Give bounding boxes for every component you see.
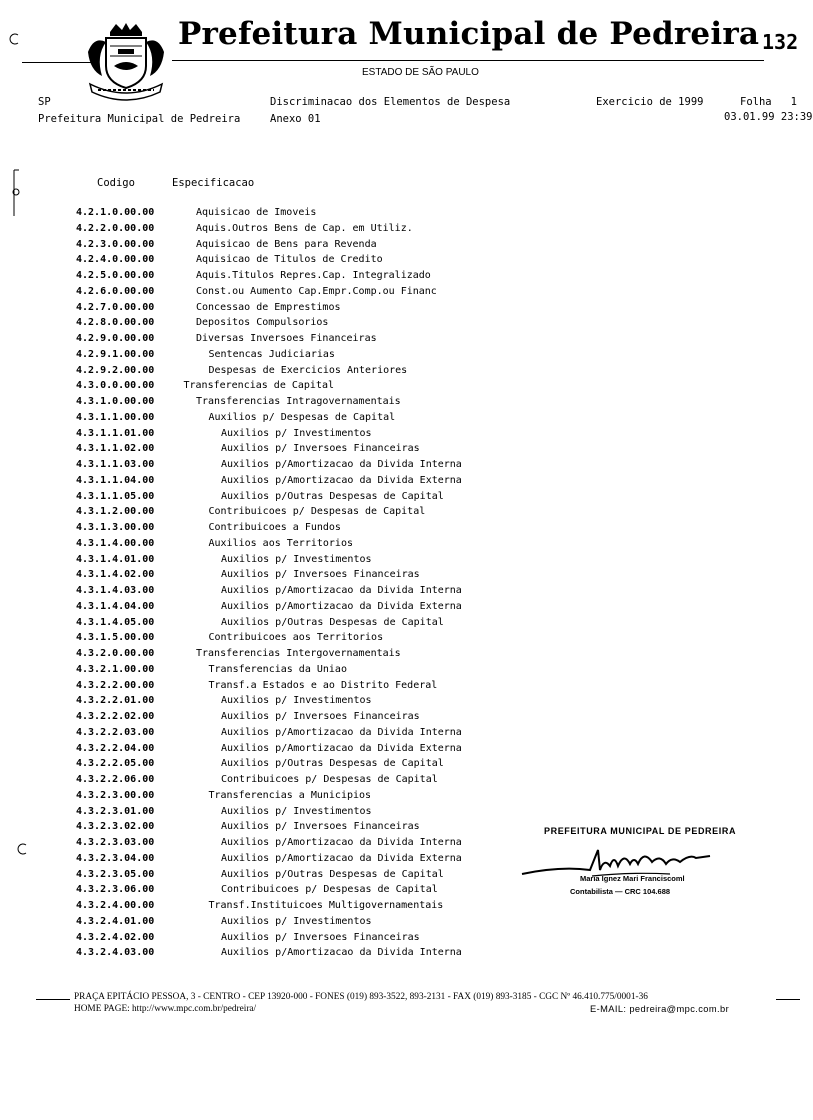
row-code: 4.3.2.0.00.00 — [76, 648, 155, 659]
row-code: 4.3.1.4.01.00 — [76, 553, 155, 565]
row-description: Auxilios p/Amortizacao da Divida Interna — [221, 837, 462, 848]
table-row — [0, 664, 800, 680]
row-code: 4.2.9.0.00.00 — [76, 333, 155, 344]
report-exercise: Exercicio de 1999 — [596, 96, 704, 108]
row-code: 4.2.5.0.00.00 — [76, 270, 155, 281]
row-description: Auxilios p/ Despesas de Capital — [208, 411, 396, 423]
signatory-role: Contabilista — CRC 104.688 — [570, 887, 671, 896]
table-row — [0, 648, 800, 664]
row-description: Aquisicao de Imoveis — [196, 207, 317, 218]
header-rule — [172, 60, 764, 61]
row-description: Transf.Instituicoes Multigovernamentais — [208, 900, 444, 911]
row-description: Diversas Inversoes Financeiras — [196, 333, 377, 344]
row-code: 4.3.1.1.04.00 — [76, 474, 155, 486]
row-code: 4.2.2.0.00.00 — [76, 222, 155, 234]
row-code: 4.3.1.1.00.00 — [76, 411, 155, 423]
table-row — [0, 380, 800, 396]
row-code: 4.2.4.0.00.00 — [76, 254, 155, 266]
row-code: 4.3.2.2.02.00 — [76, 711, 155, 722]
report-state-code: SP — [38, 96, 51, 108]
table-row — [0, 428, 800, 444]
row-description: Contribuicoes a Fundos — [208, 522, 341, 533]
table-row — [0, 711, 800, 727]
row-description: Transf.a Estados e ao Distrito Federal — [208, 679, 438, 691]
report-annex: Anexo 01 — [270, 113, 321, 125]
table-row — [0, 333, 800, 349]
table-row — [0, 302, 800, 318]
sheet-number: 1 — [790, 96, 797, 108]
table-row — [0, 617, 800, 633]
table-row — [0, 412, 800, 428]
row-description: Transferencias da Uniao — [208, 663, 347, 675]
row-description: Auxilios p/Amortizacao da Divida Externa — [221, 852, 462, 864]
row-description: Auxilios p/ Investimentos — [221, 915, 372, 927]
signature-organization: PREFEITURA MUNICIPAL DE PEDREIRA — [544, 826, 737, 836]
row-code: 4.2.6.0.00.00 — [76, 285, 155, 297]
row-description: Auxilios p/Outras Despesas de Capital — [221, 490, 444, 502]
table-row — [0, 459, 800, 475]
row-code: 4.3.1.1.01.00 — [76, 427, 155, 439]
row-code: 4.3.1.4.00.00 — [76, 537, 155, 549]
table-row — [0, 223, 800, 239]
row-code: 4.3.1.4.05.00 — [76, 616, 155, 628]
punch-hole-mark-icon — [8, 32, 22, 46]
table-row — [0, 916, 800, 932]
row-code: 4.3.2.3.03.00 — [76, 837, 155, 848]
row-description: Aquis.Titulos Repres.Cap. Integralizado — [196, 270, 431, 281]
row-code: 4.3.1.4.03.00 — [76, 585, 155, 596]
row-description: Depositos Compulsorios — [196, 317, 329, 329]
table-row — [0, 632, 800, 648]
column-header-specification: Especificacao — [172, 177, 255, 189]
footer-rule-left — [36, 999, 70, 1000]
row-description: Const.ou Aumento Cap.Empr.Comp.ou Financ — [196, 285, 437, 297]
signature-block — [540, 826, 780, 906]
row-description: Auxilios p/Amortizacao da Divida Interna — [221, 726, 462, 738]
row-description: Auxilios p/Outras Despesas de Capital — [221, 758, 444, 770]
row-code: 4.3.2.3.01.00 — [76, 805, 155, 817]
row-description: Auxilios p/ Inversoes Financeiras — [221, 931, 420, 943]
table-row — [0, 947, 800, 963]
table-row — [0, 727, 800, 743]
row-code: 4.3.2.3.02.00 — [76, 821, 155, 833]
row-code: 4.3.2.1.00.00 — [76, 663, 155, 675]
row-description: Auxilios p/Amortizacao da Divida Interna — [221, 947, 462, 959]
table-row — [0, 585, 800, 601]
row-description: Sentencas Judiciarias — [208, 348, 335, 360]
table-row — [0, 207, 800, 223]
row-code: 4.3.2.2.05.00 — [76, 758, 155, 770]
row-description: Aquisicao de Bens para Revenda — [196, 238, 377, 250]
table-row — [0, 601, 800, 617]
table-row — [0, 774, 800, 790]
table-row — [0, 443, 800, 459]
row-code: 4.3.2.4.02.00 — [76, 931, 155, 943]
table-row — [0, 932, 800, 948]
state-line: ESTADO DE SÃO PAULO — [362, 67, 479, 78]
footer-address: PRAÇA EPITÁCIO PESSOA, 3 - CENTRO - CEP 13920-000 - FONES (019) 893-3522, 893-2131 - FAX (019) 893-3185 - CGC Nº 46.410.775/0001-36 — [74, 992, 648, 1002]
column-header-code: Codigo — [97, 177, 135, 189]
table-row — [0, 695, 800, 711]
row-description: Auxilios p/ Investimentos — [221, 553, 372, 565]
table-row — [0, 239, 800, 255]
row-description: Auxilios p/Amortizacao da Divida Interna — [221, 585, 462, 596]
row-code: 4.3.2.4.03.00 — [76, 947, 155, 959]
row-code: 4.2.8.0.00.00 — [76, 317, 155, 329]
row-description: Auxilios p/Outras Despesas de Capital — [221, 616, 444, 628]
row-description: Auxilios p/Amortizacao da Divida Externa — [221, 474, 462, 486]
row-description: Auxilios p/Outras Despesas de Capital — [221, 868, 444, 880]
table-row — [0, 254, 800, 270]
report-title: Discriminacao dos Elementos de Despesa — [270, 96, 511, 108]
row-description: Auxilios p/ Inversoes Financeiras — [221, 821, 420, 833]
row-code: 4.3.2.2.06.00 — [76, 774, 155, 785]
row-description: Transferencias Intragovernamentais — [196, 396, 401, 407]
row-code: 4.3.2.2.00.00 — [76, 679, 155, 691]
row-description: Auxilios p/ Investimentos — [221, 805, 372, 817]
row-description: Transferencias Intergovernamentais — [196, 648, 401, 659]
report-sheet — [740, 96, 797, 108]
row-code: 4.3.2.2.01.00 — [76, 695, 155, 707]
row-description: Transferencias a Municipios — [208, 789, 372, 801]
table-row — [0, 680, 800, 696]
table-row — [0, 522, 800, 538]
table-row — [0, 790, 800, 806]
row-description: Aquis.Outros Bens de Cap. em Utiliz. — [196, 222, 413, 234]
table-row — [0, 286, 800, 302]
table-row — [0, 758, 800, 774]
row-code: 4.3.1.1.05.00 — [76, 490, 155, 502]
row-code: 4.3.2.4.00.00 — [76, 900, 155, 911]
page-number: 132 — [762, 30, 799, 54]
row-code: 4.3.2.2.03.00 — [76, 726, 155, 738]
row-description: Auxilios p/Amortizacao da Divida Interna — [221, 459, 462, 470]
row-code: 4.2.1.0.00.00 — [76, 207, 155, 218]
row-code: 4.3.2.3.00.00 — [76, 789, 155, 801]
row-code: 4.3.1.3.00.00 — [76, 522, 155, 533]
row-code: 4.3.1.2.00.00 — [76, 506, 155, 518]
row-code: 4.3.1.4.04.00 — [76, 600, 155, 612]
header-rule-left — [22, 62, 96, 63]
row-code: 4.3.2.2.04.00 — [76, 742, 155, 754]
table-row — [0, 554, 800, 570]
table-row — [0, 491, 800, 507]
row-code: 4.3.1.5.00.00 — [76, 632, 155, 644]
table-row — [0, 270, 800, 286]
row-code: 4.2.9.2.00.00 — [76, 364, 155, 376]
row-description: Transferencias de Capital — [183, 380, 335, 392]
table-row — [0, 349, 800, 365]
table-row — [0, 569, 800, 585]
row-description: Contribuicoes p/ Despesas de Capital — [221, 774, 438, 785]
row-description: Auxilios p/Amortizacao da Divida Externa — [221, 600, 462, 612]
row-code: 4.3.1.0.00.00 — [76, 396, 155, 407]
row-description: Auxilios p/ Inversoes Financeiras — [221, 711, 420, 722]
row-code: 4.3.2.3.05.00 — [76, 868, 155, 880]
row-description: Aquisicao de Titulos de Credito — [196, 254, 383, 266]
row-description: Contribuicoes p/ Despesas de Capital — [208, 506, 426, 518]
row-description: Auxilios p/ Inversoes Financeiras — [221, 569, 420, 581]
row-code: 4.3.1.1.03.00 — [76, 459, 155, 470]
row-code: 4.2.3.0.00.00 — [76, 238, 155, 250]
row-description: Auxilios p/ Inversoes Financeiras — [221, 443, 420, 455]
row-code: 4.3.1.4.02.00 — [76, 569, 155, 581]
table-row — [0, 317, 800, 333]
footer-email: E-MAIL: pedreira@mpc.com.br — [590, 1004, 730, 1014]
row-description: Auxilios p/ Investimentos — [221, 427, 372, 439]
table-row — [0, 396, 800, 412]
row-code: 4.3.0.0.00.00 — [76, 380, 155, 392]
row-description: Contribuicoes aos Territorios — [208, 632, 384, 644]
sheet-label: Folha — [740, 96, 772, 108]
row-description: Auxilios p/ Investimentos — [221, 695, 372, 707]
table-row — [0, 806, 800, 822]
row-description: Concessao de Emprestimos — [196, 301, 341, 313]
municipality-title: Prefeitura Municipal de Pedreira — [178, 16, 760, 52]
row-code: 4.3.2.3.06.00 — [76, 884, 155, 896]
signatory-name: Maria Ignez Mari Franciscoml — [580, 874, 685, 883]
row-code: 4.3.2.3.04.00 — [76, 852, 155, 864]
table-row — [0, 743, 800, 759]
report-organization: Prefeitura Municipal de Pedreira — [38, 113, 241, 125]
table-row — [0, 365, 800, 381]
footer-rule-right — [776, 999, 800, 1000]
row-description: Auxilios aos Territorios — [208, 537, 353, 549]
row-code: 4.2.7.0.00.00 — [76, 301, 155, 313]
row-description: Despesas de Exercicios Anteriores — [208, 364, 408, 376]
table-row — [0, 538, 800, 554]
row-description: Auxilios p/Amortizacao da Divida Externa — [221, 742, 462, 754]
row-code: 4.3.1.1.02.00 — [76, 443, 155, 455]
table-row — [0, 475, 800, 491]
row-description: Contribuicoes p/ Despesas de Capital — [221, 884, 438, 896]
report-datetime: 03.01.99 23:39 — [724, 111, 813, 123]
row-code: 4.2.9.1.00.00 — [76, 348, 155, 360]
footer-homepage: HOME PAGE: http://www.mpc.com.br/pedreira/ — [74, 1004, 257, 1014]
table-row — [0, 506, 800, 522]
row-code: 4.3.2.4.01.00 — [76, 915, 155, 927]
